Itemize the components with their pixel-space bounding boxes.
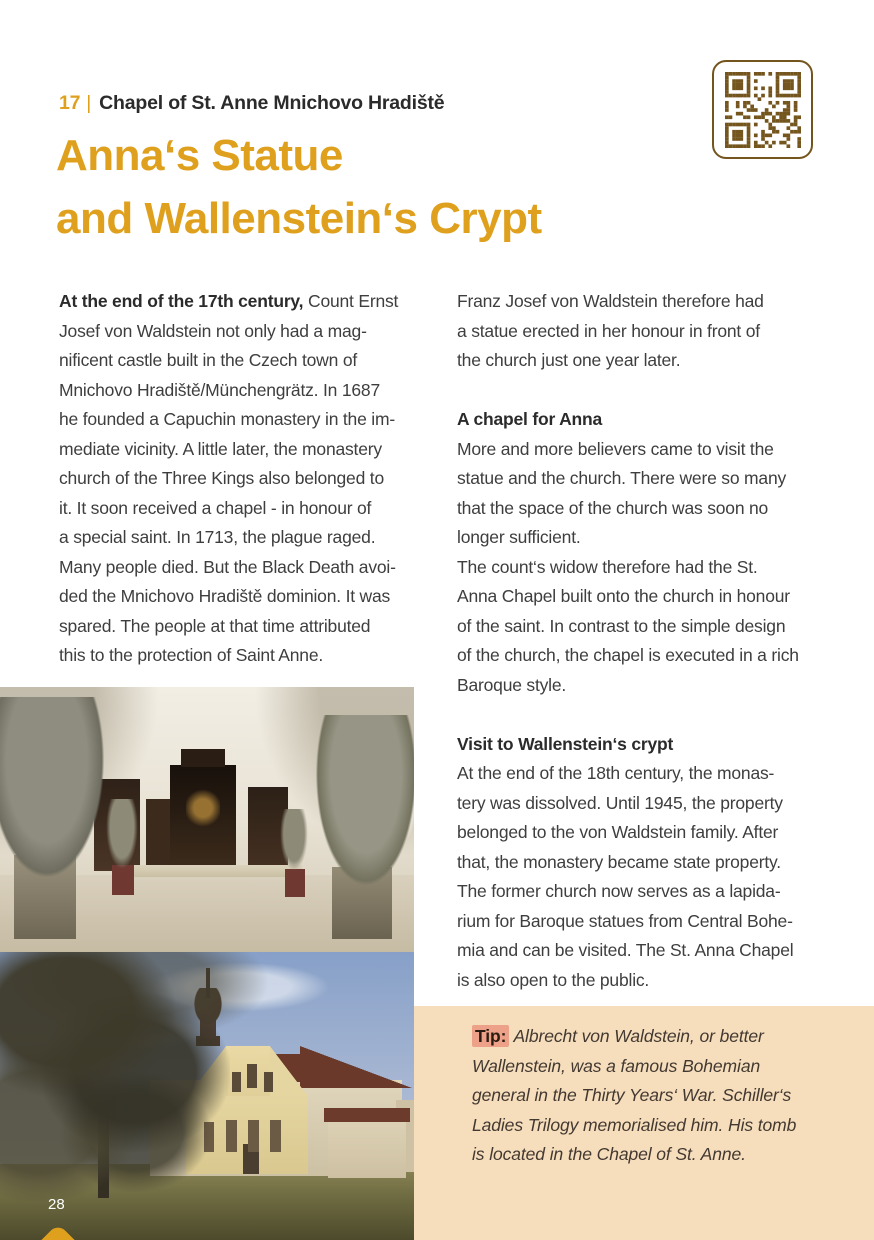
text-line: Wallenstein, was a famous Bohemian xyxy=(472,1055,761,1076)
text-line: At the end of the 18th century, the monas- xyxy=(457,763,775,783)
text-line: that, the monastery became state property. xyxy=(457,851,781,872)
text-line: of the saint. In contrast to the simple design xyxy=(457,615,786,636)
text-line: that the space of the church was soon no xyxy=(457,497,769,518)
kicker-separator: | xyxy=(86,92,92,114)
text-line: More and more believers came to visit the xyxy=(457,438,774,459)
qr-code-icon xyxy=(712,60,813,159)
text-line: the church just one year later. xyxy=(457,350,681,370)
text-line: Josef von Waldstein not only had a mag- xyxy=(59,320,367,341)
text-line: The count‘s widow therefore had the St. xyxy=(457,556,758,577)
text-line: The former church now serves as a lapida- xyxy=(457,881,781,901)
text-line: spared. The people at that time attributed xyxy=(59,615,371,636)
text-line: general in the Thirty Years‘ War. Schiller‘s xyxy=(472,1085,792,1105)
right-column xyxy=(457,287,867,995)
text-line: is also open to the public. xyxy=(457,969,650,990)
text-line: rium for Baroque statues from Central Bohe- xyxy=(457,910,793,931)
kicker xyxy=(59,92,444,115)
text-line: longer sufficient. xyxy=(457,527,581,547)
text-line: this to the protection of Saint Anne. xyxy=(59,645,324,665)
title-line-2: and Wallenstein‘s Crypt xyxy=(56,194,542,243)
text-line: is located in the Chapel of St. Anne. xyxy=(472,1144,746,1164)
subheading-a-chapel-for-anna: A chapel for Anna xyxy=(457,409,603,429)
tip-first-text: Albrecht von Waldstein, or better xyxy=(509,1026,764,1046)
tip-box xyxy=(414,1006,874,1240)
text-line: mediate vicinity. A little later, the monastery xyxy=(59,438,382,459)
tip-paragraph xyxy=(472,1052,854,1170)
page-number: 28 xyxy=(48,1196,65,1213)
text-line: Franz Josef von Waldstein therefore had xyxy=(457,291,764,311)
lead-rest-text: Count Ernst xyxy=(303,291,399,311)
text-line: a special saint. In 1713, the plague raged. xyxy=(59,527,376,547)
text-line: it. It soon received a chapel - in honour of xyxy=(59,497,372,518)
tip-label: Tip: xyxy=(472,1025,509,1047)
right-paragraph-1 xyxy=(457,287,867,376)
body-lead-line xyxy=(59,287,419,317)
text-line: Baroque style. xyxy=(457,674,567,695)
subheading-wallenstein-crypt: Visit to Wallenstein‘s crypt xyxy=(457,733,674,754)
text-line: statue and the church. There were so many xyxy=(457,468,787,488)
text-line: mia and can be visited. The St. Anna Chapel xyxy=(457,940,794,960)
right-paragraph-2 xyxy=(457,435,867,701)
text-line: nificent castle built in the Czech town of xyxy=(59,350,358,370)
text-line: tery was dissolved. Until 1945, the property xyxy=(457,792,783,813)
left-column xyxy=(59,287,419,671)
kicker-number: 17 xyxy=(59,92,81,114)
lead-bold-text: At the end of the 17th century, xyxy=(59,291,304,311)
text-line: church of the Three Kings also belonged to xyxy=(59,468,384,488)
qr-pattern xyxy=(725,72,801,148)
right-paragraph-3 xyxy=(457,759,867,995)
text-line: he founded a Capuchin monastery in the im- xyxy=(59,409,395,429)
text-line: a statue erected in her honour in front of xyxy=(457,320,760,341)
text-line: ded the Mnichovo Hradiště dominion. It was xyxy=(59,586,391,606)
text-line: Mnichovo Hradiště/Münchengrätz. In 1687 xyxy=(59,379,380,400)
text-line: of the church, the chapel is executed in a rich xyxy=(457,645,799,665)
page-title xyxy=(56,124,542,250)
text-line: Anna Chapel built onto the church in honour xyxy=(457,586,790,606)
interior-photo xyxy=(0,687,414,952)
paragraph-gap xyxy=(457,700,867,730)
tip-first-line xyxy=(472,1022,854,1052)
left-paragraph xyxy=(59,317,419,671)
text-line: belonged to the von Waldstein family. After xyxy=(457,822,779,842)
text-line: Ladies Trilogy memorialised him. His tomb xyxy=(472,1114,797,1135)
paragraph-gap xyxy=(457,376,867,406)
kicker-title: Chapel of St. Anne Mnichovo Hradiště xyxy=(99,92,445,114)
text-line: Many people died. But the Black Death avoi- xyxy=(59,556,396,577)
title-line-1: Anna‘s Statue xyxy=(56,131,343,180)
